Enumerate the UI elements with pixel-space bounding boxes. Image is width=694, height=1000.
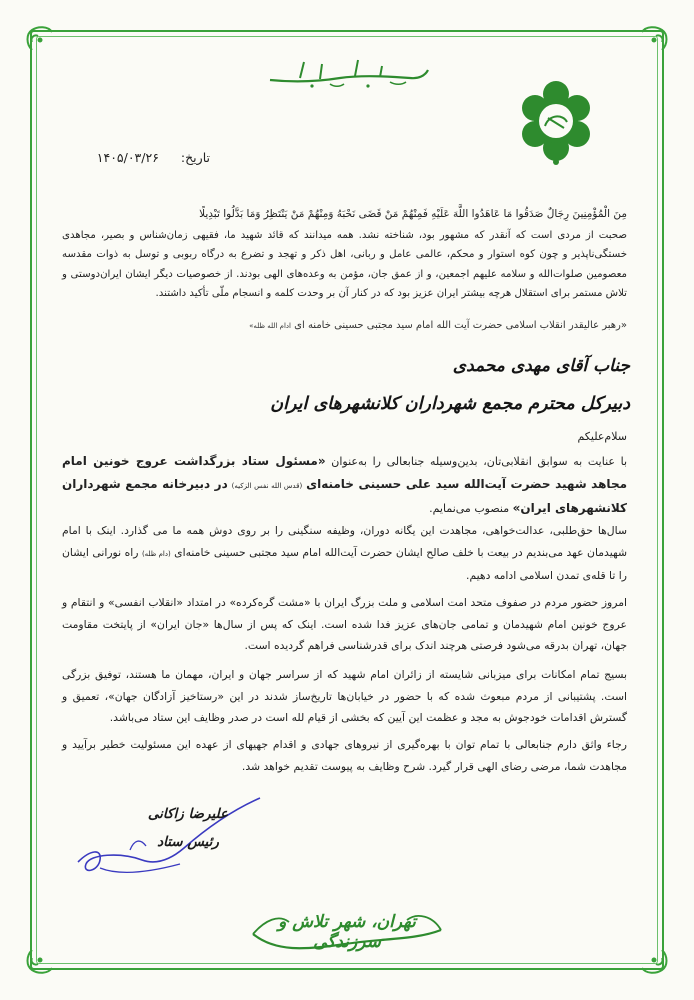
quote-source bbox=[62, 318, 627, 334]
pledge-text: سال‌ها حق‌طلبی، عدالت‌خواهی، مجاهدت این یگانه دوران، وظیفه سنگینی را بر روی دوش همه ما می گذارد. اینک با امام شهیدمان عهد می‌بندیم در بیعت با خلف صالح ایشان حضرت آیت‌الله امام سید مجتبی حسینی خامنه‌ای bbox=[62, 524, 627, 559]
mobilization-paragraph: بسیج تمام امکانات برای میزبانی شایسته از زائران امام شهید که از سراسر جهان و ایران، مهمان ما هستند، توفیق بزرگی است. پشتیبانی از مردم مبعوث شده که با حضور در خیابان‌ها تاریخ‌ساز شدند در این «رستاخیز آزادگان جهان»، تعمیق و گسترش اقدامات خودجوش به مجد و عظمت این آیین که بخشی از قیام لله است در صدر وظایف این ستاد می‌باشد. bbox=[62, 668, 627, 724]
greeting: سلام‌علیکم bbox=[577, 430, 627, 443]
closing-paragraph: رجاء واثق دارم جنابعالی با تمام توان با بهره‌گیری از نیروهای جهادی و اقدام جهیهای از عهده این مسئولیت خطیر برآیید و مجاهدت شما، مرضی رضای الهی قرار گیرد. شرح وظایف به پیوست تقدیم خواهد شد. bbox=[62, 738, 627, 773]
corner-ornament-icon bbox=[20, 20, 60, 60]
appointment-secretariat: در دبیرخانه مجمع شهرداران کلانشهرهای ایران» bbox=[62, 477, 627, 515]
addressee-title: دبیرکل محترم مجمع شهرداران کلانشهرهای ایران bbox=[270, 394, 630, 414]
date-value: ۱۴۰۵/۰۳/۲۶ bbox=[96, 150, 159, 165]
appointment-closing: منصوب می‌نمایم. bbox=[429, 502, 510, 515]
appointment-honorific: (قدس الله نفس الزکیه) bbox=[231, 482, 303, 490]
quran-verse: مِنَ الْمُؤْمِنِينَ رِجَالٌ صَدَقُوا مَا عَاهَدُوا اللَّهَ عَلَيْهِ فَمِنْهُمْ مَنْ قَضَى نَحْبَهُ وَمِنْهُمْ مَنْ يَنْتَظِرُ وَمَا بَدَّلُوا تَبْدِيلًا bbox=[199, 208, 627, 220]
signer-title: رئیس ستاد bbox=[157, 834, 219, 850]
tehran-municipality-logo bbox=[515, 78, 597, 168]
quote-source-honorific: ادام الله ظله» bbox=[249, 322, 291, 330]
corner-ornament-icon bbox=[634, 940, 674, 980]
presence-paragraph: امروز حضور مردم در صفوف متحد امت اسلامی و ملت بزرگ ایران با «مشت گره‌کرده» در امتداد «انقلاب انفسی» و انتقام و عروج خونین امام شهیدمان و تمامی جان‌های عزیز فدا شده است. اینک که پس از سال‌ها «جان ایران» از پایتخت مقاومت جهان، تهران بدرقه می‌شود فرصتی هرچند اندک برای قدرشناسی فراهم گردیده است. bbox=[62, 596, 627, 652]
quote-source-text: «رهبر عالیقدر انقلاب اسلامی حضرت آیت الله امام سید مجتبی حسینی خامنه ای bbox=[294, 320, 627, 331]
bismillah-calligraphy bbox=[260, 52, 435, 92]
intro-paragraph: صحبت از مردی است که آنقدر که مشهور بود، شناخته نشد. همه میدانند که قائد شهید ما، فقیهی زمان‌شناس و بصیر، مجاهدی خستگی‌ناپذیر و چون کوه استوار و محکم، عالمی عامل و ربانی، اهل ذکر و تهجد و تضرع به درگاه ربوبی و توسل به ذوات مقدسه معصومین صلوات‌الله و سلامه علیهم اجمعین، و از عمق جان، مؤمن به وعده‌های الهی بودند. از خصوصیات دیگر ایشان ایران‌دوستی و تلاش مستمر برای استقلال هرچه بیشتر ایران عزیز بود که در کنار آن بر وحدت کلمه و انسجام ملّی تأکید داشتند. bbox=[62, 230, 627, 300]
appointment-paragraph bbox=[62, 450, 627, 520]
pledge-honorific: (دام ظله) bbox=[141, 549, 171, 558]
pledge-paragraph bbox=[62, 520, 627, 587]
corner-ornament-icon bbox=[634, 20, 674, 60]
date-label: تاریخ: bbox=[180, 150, 210, 165]
signer-name: علیرضا زاکانی bbox=[147, 806, 229, 822]
appointment-intro: با عنایت به سوابق انقلابی‌تان، بدین‌وسیله جنابعالی را به‌عنوان bbox=[331, 455, 628, 468]
pledge-text-end: راه نورانی ایشان را تا قله‌ی تمدن اسلامی ادامه دهیم. bbox=[62, 545, 627, 582]
date-row bbox=[70, 150, 210, 165]
addressee-name: جناب آقای مهدی محمدی bbox=[452, 356, 630, 376]
corner-ornament-icon bbox=[20, 940, 60, 980]
footer-slogan: تهران، شهر تلاش و سرزندگی bbox=[278, 912, 416, 952]
appointment-title: «مسئول ستاد بزرگداشت عروج خونین امام مجاهد شهید حضرت آیت‌الله سید علی حسینی خامنه‌ای bbox=[62, 454, 628, 491]
